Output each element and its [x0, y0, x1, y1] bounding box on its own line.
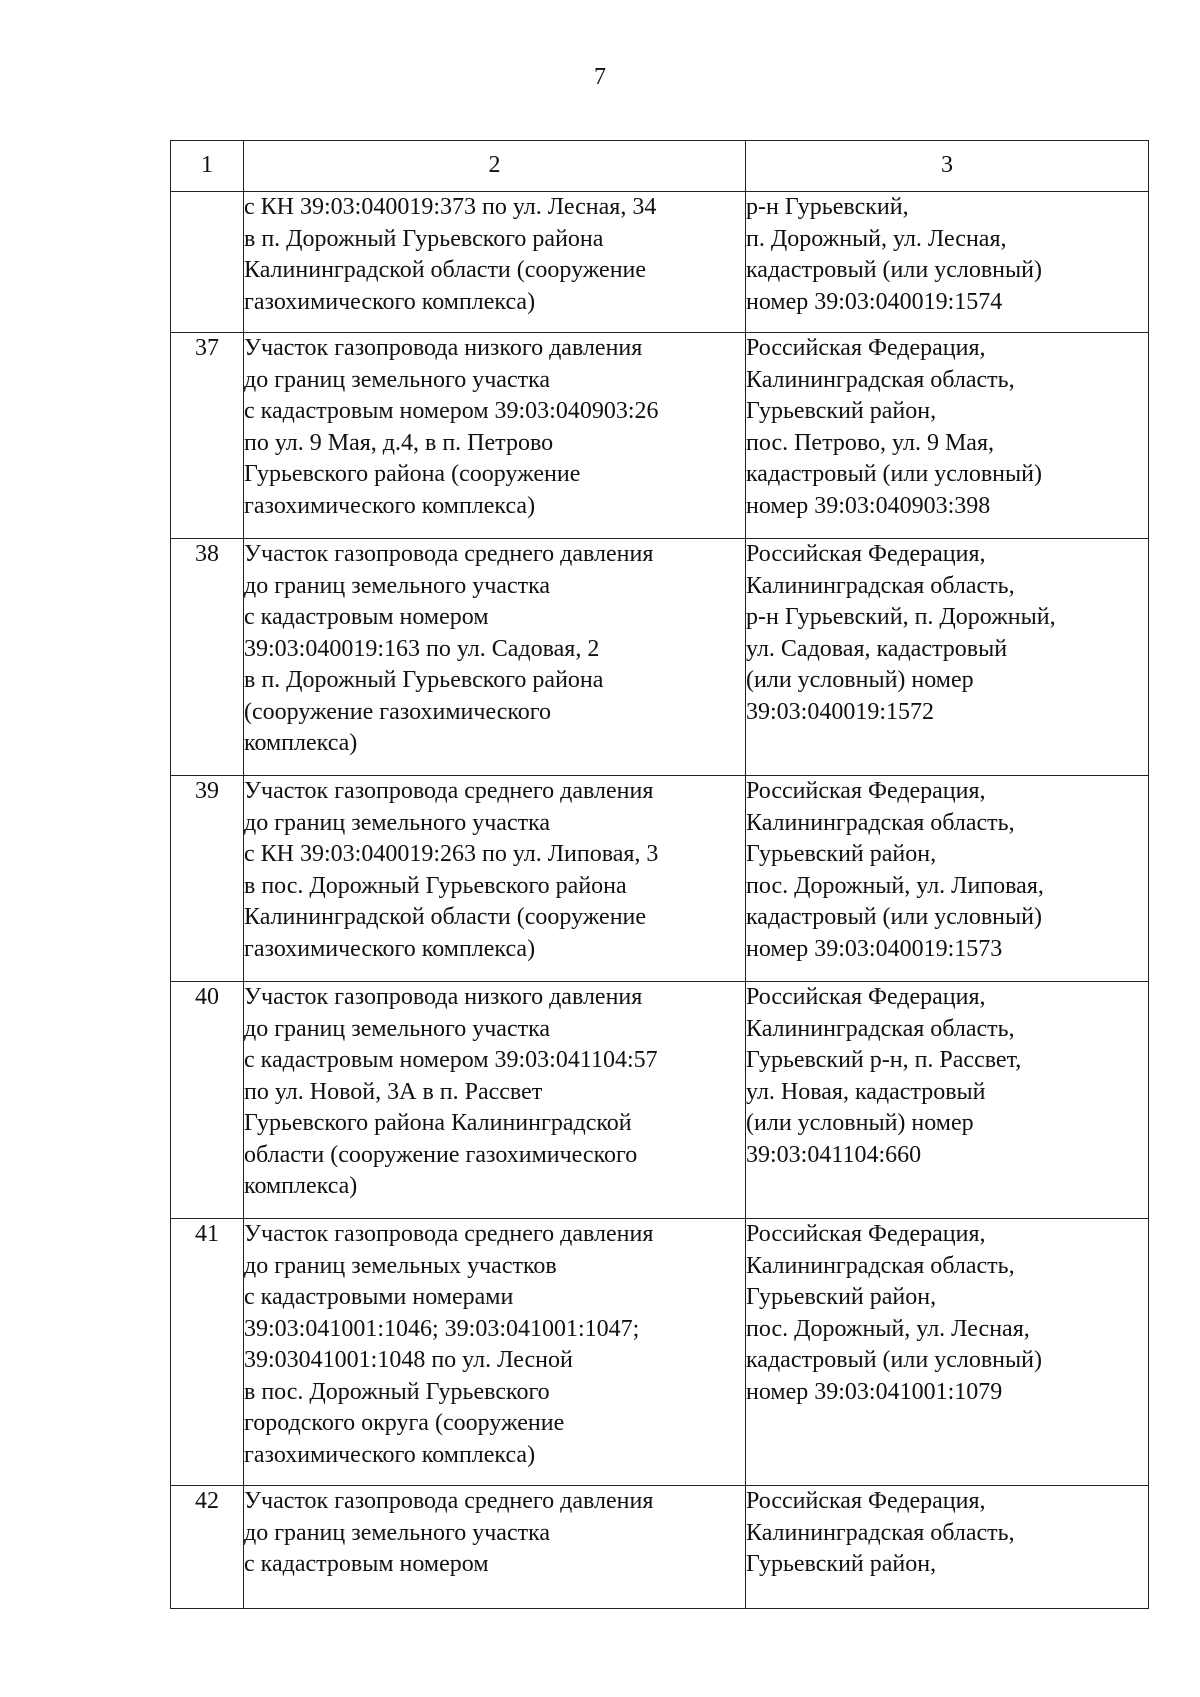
address-line: кадастровый (или условный) [746, 257, 1042, 283]
address-line: Российская Федерация, [746, 335, 986, 361]
row-address [746, 1219, 1149, 1486]
address-line: Гурьевский район, [746, 1284, 937, 1310]
row-description [244, 333, 746, 539]
row-number: 40 [171, 982, 244, 1219]
address-line: 39:03:040019:1572 [746, 698, 935, 725]
address-line: пос. Петрово, ул. 9 Мая, [746, 429, 994, 456]
address-line: кадастровый (или условный) [746, 904, 1042, 930]
address-line: Калининградская область, [746, 572, 1015, 599]
address-line: Российская Федерация, [746, 778, 986, 804]
address-line: Российская Федерация, [746, 1488, 986, 1514]
address-line: Российская Федерация, [746, 984, 986, 1010]
description-line: Калининградской области (сооружение [244, 904, 647, 930]
row-number: 41 [171, 1219, 244, 1486]
row-number: 38 [171, 539, 244, 776]
description-line: в пос. Дорожный Гурьевского района [244, 872, 627, 899]
address-line: (или условный) номер [746, 1110, 974, 1136]
address-line: Калининградская область, [746, 1519, 1015, 1546]
row-address [746, 982, 1149, 1219]
address-line: номер 39:03:041001:1079 [746, 1378, 1003, 1405]
description-line: с кадастровым номером 39:03:041104:57 [244, 1047, 658, 1073]
address-line: номер 39:03:040019:1574 [746, 288, 1003, 315]
description-line: Участок газопровода низкого давления [244, 984, 643, 1010]
description-line: Гурьевского района (сооружение [244, 461, 581, 487]
description-line: в пос. Дорожный Гурьевского [244, 1378, 550, 1405]
address-line: номер 39:03:040903:398 [746, 492, 991, 519]
description-line: до границ земельных участков [244, 1252, 557, 1279]
description-line: газохимического комплекса) [244, 935, 536, 962]
description-line: с кадастровым номером 39:03:040903:26 [244, 398, 659, 424]
description-line: области (сооружение газохимического [244, 1141, 638, 1168]
description-line: по ул. 9 Мая, д.4, в п. Петрово [244, 429, 554, 456]
address-line: пос. Дорожный, ул. Липовая, [746, 872, 1044, 899]
address-line: ул. Садовая, кадастровый [746, 635, 1008, 662]
table-row [171, 776, 1149, 982]
description-line: Участок газопровода среднего давления [244, 1221, 654, 1247]
description-line: Калининградской области (сооружение [244, 257, 647, 283]
address-line: Калининградская область, [746, 1015, 1015, 1042]
column-header-description: 2 [244, 141, 746, 192]
address-line: Гурьевский район, [746, 1551, 937, 1577]
register-table [170, 140, 1149, 1609]
description-line: Гурьевского района Калининградской [244, 1110, 632, 1136]
description-line: в п. Дорожный Гурьевского района [244, 225, 604, 252]
description-line: газохимического комплекса) [244, 1441, 536, 1468]
description-line: 39:03:041001:1046; 39:03:041001:1047; [244, 1315, 640, 1342]
page-number: 7 [594, 64, 606, 90]
column-header-number: 1 [171, 141, 244, 192]
row-description [244, 192, 746, 333]
description-line: в п. Дорожный Гурьевского района [244, 667, 604, 693]
address-line: п. Дорожный, ул. Лесная, [746, 225, 1007, 252]
description-line: до границ земельного участка [244, 809, 551, 836]
description-line: с КН 39:03:040019:263 по ул. Липовая, 3 [244, 841, 659, 867]
address-line: 39:03:041104:660 [746, 1141, 922, 1168]
address-line: Российская Федерация, [746, 1221, 986, 1247]
description-line: с кадастровым номером [244, 604, 489, 630]
address-line: ул. Новая, кадастровый [746, 1078, 986, 1105]
table-header-row [171, 141, 1149, 192]
column-header-address: 3 [746, 141, 1149, 192]
address-line: Российская Федерация, [746, 541, 986, 567]
address-line: пос. Дорожный, ул. Лесная, [746, 1315, 1030, 1342]
address-line: Гурьевский район, [746, 841, 937, 867]
description-line: до границ земельного участка [244, 1015, 551, 1042]
table-row [171, 1486, 1149, 1609]
address-line: номер 39:03:040019:1573 [746, 935, 1003, 962]
description-line: 39:03041001:1048 по ул. Лесной [244, 1347, 573, 1373]
description-line: газохимического комплекса) [244, 288, 536, 315]
description-line: до границ земельного участка [244, 1519, 551, 1546]
row-description [244, 776, 746, 982]
table-row [171, 539, 1149, 776]
description-line: с кадастровым номером [244, 1551, 489, 1577]
description-line: комплекса) [244, 730, 358, 756]
row-description [244, 1219, 746, 1486]
row-address [746, 333, 1149, 539]
row-address [746, 1486, 1149, 1609]
table-row [171, 982, 1149, 1219]
row-address [746, 192, 1149, 333]
description-line: по ул. Новой, 3А в п. Рассвет [244, 1078, 543, 1105]
description-line: Участок газопровода среднего давления [244, 778, 654, 804]
description-line: городского округа (сооружение [244, 1410, 565, 1436]
row-description [244, 539, 746, 776]
address-line: р-н Гурьевский, п. Дорожный, [746, 604, 1056, 630]
row-address [746, 539, 1149, 776]
address-line: Калининградская область, [746, 366, 1015, 393]
description-line: с КН 39:03:040019:373 по ул. Лесная, 34 [244, 194, 657, 220]
row-description [244, 982, 746, 1219]
row-number: 37 [171, 333, 244, 539]
row-number [171, 192, 244, 333]
row-number: 39 [171, 776, 244, 982]
address-line: Калининградская область, [746, 809, 1015, 836]
address-line: (или условный) номер [746, 667, 974, 693]
address-line: кадастровый (или условный) [746, 1347, 1042, 1373]
address-line: Гурьевский р-н, п. Рассвет, [746, 1047, 1022, 1073]
row-number: 42 [171, 1486, 244, 1609]
table-row [171, 192, 1149, 333]
description-line: до границ земельного участка [244, 572, 551, 599]
description-line: комплекса) [244, 1173, 358, 1199]
address-line: р-н Гурьевский, [746, 194, 909, 220]
description-line: до границ земельного участка [244, 366, 551, 393]
description-line: Участок газопровода низкого давления [244, 335, 643, 361]
description-line: Участок газопровода среднего давления [244, 1488, 654, 1514]
address-line: Калининградская область, [746, 1252, 1015, 1279]
row-description [244, 1486, 746, 1609]
description-line: 39:03:040019:163 по ул. Садовая, 2 [244, 635, 600, 662]
address-line: кадастровый (или условный) [746, 461, 1042, 487]
description-line: (сооружение газохимического [244, 698, 552, 725]
address-line: Гурьевский район, [746, 398, 937, 424]
table-row [171, 333, 1149, 539]
description-line: с кадастровыми номерами [244, 1284, 514, 1310]
description-line: газохимического комплекса) [244, 492, 536, 519]
table-row [171, 1219, 1149, 1486]
row-address [746, 776, 1149, 982]
description-line: Участок газопровода среднего давления [244, 541, 654, 567]
